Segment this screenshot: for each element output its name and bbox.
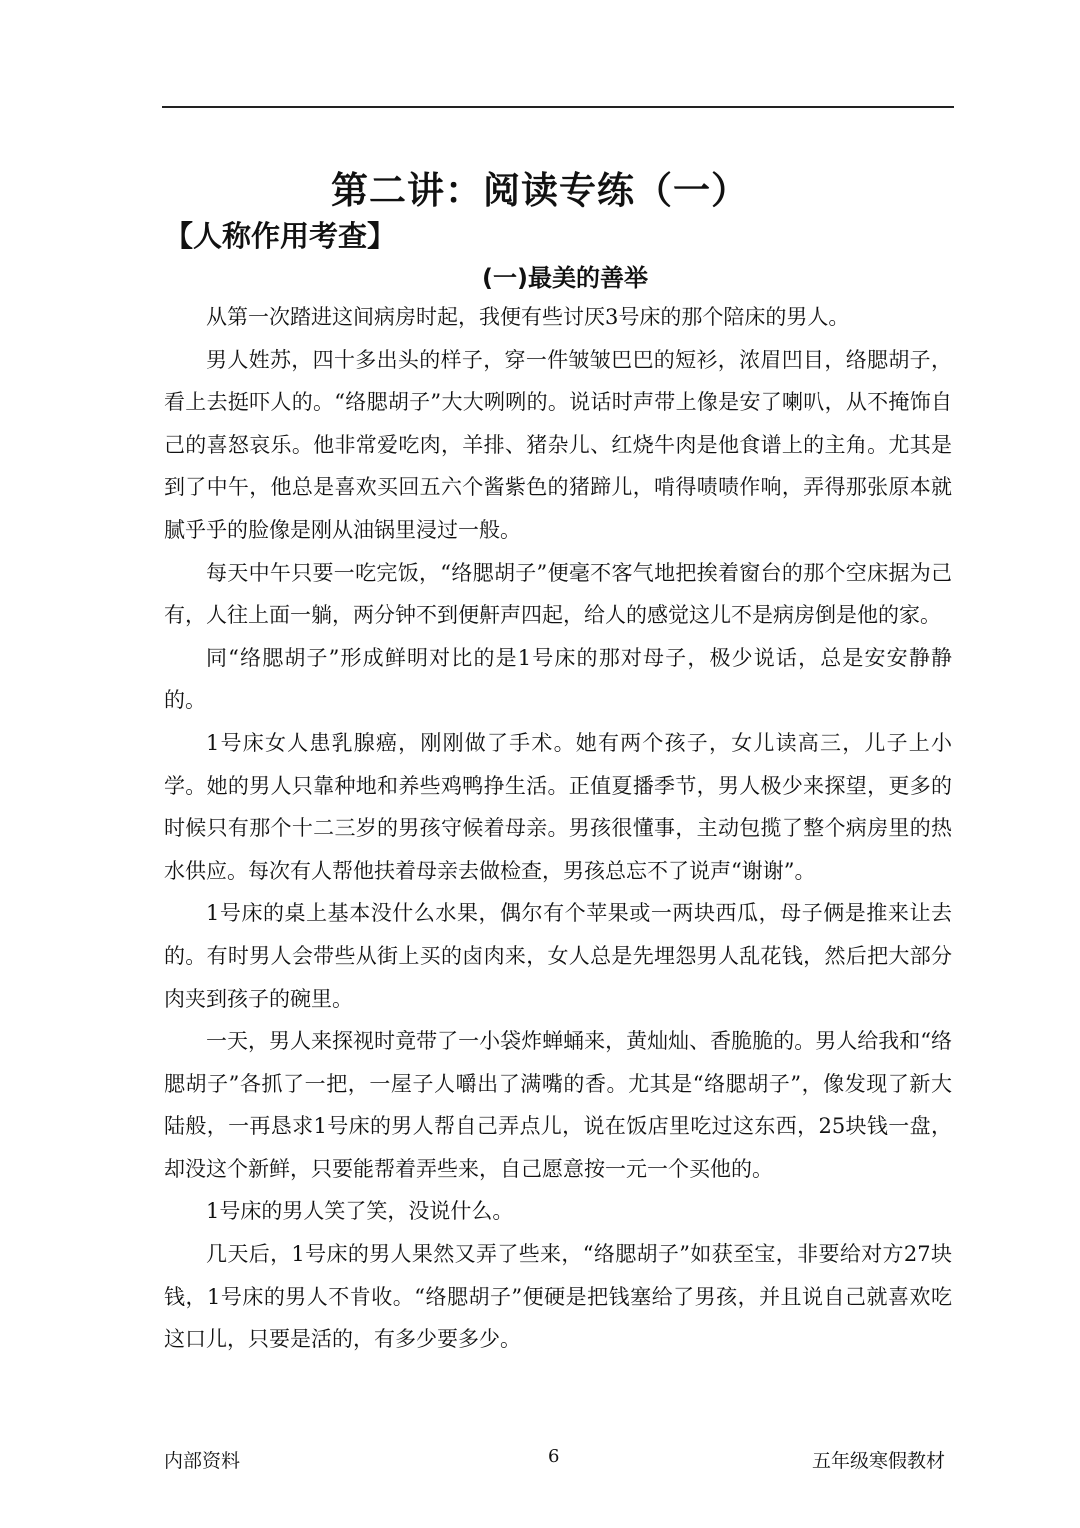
- paragraph-9: 几天后，1号床的男人果然又弄了些来，“络腮胡子”如获至宝，非要给对方27块钱，1号床的男人不肯收。“络腮胡子”便硬是把钱塞给了男孩，并且说自己就喜欢吃这口儿，只要是活的，有多少要多少。: [164, 1242, 952, 1352]
- paragraph-1: 从第一次踏进这间病房时起，我便有些讨厌3号床的那个陪床的男人。: [206, 305, 850, 329]
- paragraph-2: 男人姓苏，四十多出头的样子，穿一件皱皱巴巴的短衫，浓眉凹目，络腮胡子，看上去挺吓人的。“络腮胡子”大大咧咧的。说话时声带上像是安了喇叭，从不掩饰自己的喜怒哀乐。他非常爱吃肉，羊排、猪杂儿、红烧牛肉是他食谱上的主角。尤其是到了中午，他总是喜欢买回五六个酱紫色的猪蹄儿，啃得啧啧作响，弄得那张原本就腻乎乎的脸像是刚从油锅里浸过一般。: [164, 347, 952, 542]
- section-heading: 【人称作用考查】: [164, 219, 397, 253]
- article-title: (一)最美的善举: [482, 264, 648, 292]
- footer-course: 五年级寒假教材: [812, 1450, 946, 1472]
- paragraph-8: 1号床的男人笑了笑，没说什么。: [206, 1199, 514, 1224]
- footer-label: 内部资料: [164, 1450, 241, 1472]
- page-title: 第二讲：阅读专练（一）: [331, 169, 749, 212]
- paragraph-3: 每天中午只要一吃完饭，“络腮胡子”便毫不客气地把挨着窗台的那个空床据为己有，人往上面一躺，两分钟不到便鼾声四起，给人的感觉这儿不是病房倒是他的家。: [164, 560, 952, 628]
- paragraph-5: 1号床女人患乳腺癌，刚刚做了手术。她有两个孩子，女儿读高三，儿子上小学。她的男人只靠种地和养些鸡鸭挣生活。正值夏播季节，男人极少来探望，更多的时候只有那个十二三岁的男孩守候着母亲。男孩很懂事，主动包揽了整个病房里的热水供应。每次有人帮他扶着母亲去做检查，男孩总忘不了说声“谢谢”。: [164, 730, 952, 883]
- article-body: [164, 296, 952, 1361]
- paragraph-4: 同“络腮胡子”形成鲜明对比的是1号床的那对母子，极少说话，总是安安静静的。: [164, 645, 952, 713]
- page-number: 6: [548, 1446, 560, 1467]
- header-rule: [162, 106, 954, 108]
- paragraph-7: 一天，男人来探视时竟带了一小袋炸蝉蛹来，黄灿灿、香脆脆的。男人给我和“络腮胡子”各抓了一把，一屋子人嚼出了满嘴的香。尤其是“络腮胡子”，像发现了新大陆般，一再恳求1号床的男人帮自己弄点儿，说在饭店里吃过这东西，25块钱一盘，却没这个新鲜，只要能帮着弄些来，自己愿意按一元一个买他的。: [164, 1029, 952, 1181]
- paragraph-6: 1号床的桌上基本没什么水果，偶尔有个苹果或一两块西瓜，母子俩是推来让去的。有时男人会带些从街上买的卤肉来，女人总是先埋怨男人乱花钱，然后把大部分肉夹到孩子的碗里。: [164, 901, 952, 1011]
